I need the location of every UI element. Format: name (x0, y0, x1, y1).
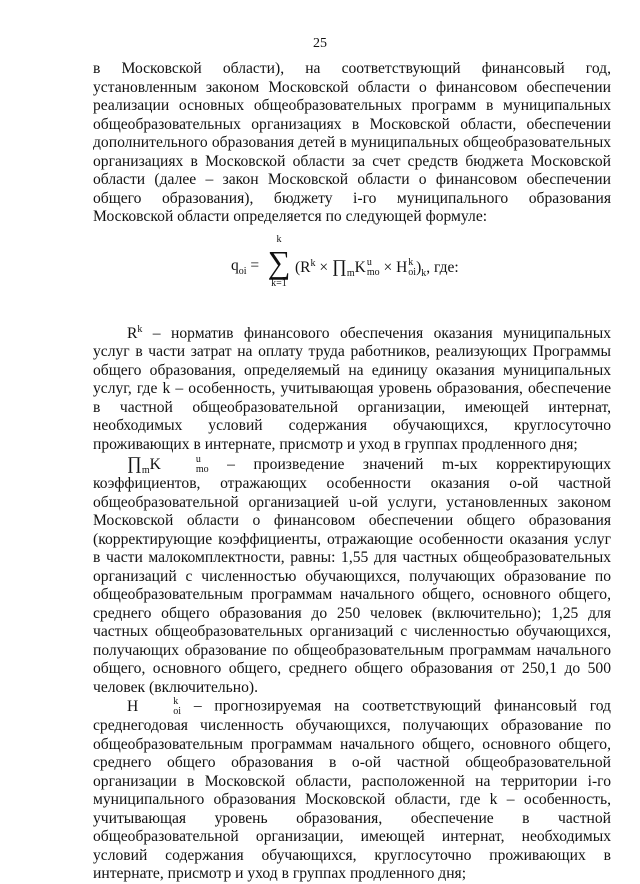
sigma-symbol: ∑ (267, 243, 291, 280)
sum-operator (267, 235, 291, 289)
definition-r: $R^k$ – норматив финансового обеспечения оказания муниципальных услуг в части затрат на оплату труда работников, реализующих Программы общего образования, определяемый на единицу оказания муниципальных услуг, где k – особенность, учитывающая уровень образования, обеспечение в частной общеобразовательной организации, имеющей интернат, необходимых условий содержания обучающихся, круглосуточно проживающих в интернате, присмотр и уход в группах продленного дня; (93, 323, 611, 453)
r-symbol: $R^k$ (127, 323, 143, 342)
definition-k: $\prod_mK$ u mo – произведение значений m-ых корректирующих коэффициентов, отражающих особенности оказания о-ой частной общеобразовательной организацией u-ой услуги, установленных законом Московской области о финансовом обеспечении общего образования (корректирующие коэффициенты, отражающие особенности оказания услуг в части малокомплектности, равны: 1,55 для частных общеобразовательных организаций с численностью обучающихся, получающих образование по общеобразовательным программам начального общего, основного общего, среднего общего образования до 250 человек (включительно); 1,25 для частных общеобразовательных организаций с численностью обучающихся, получающих образование по общеобразовательным программам начального общего, основного общего, среднего общего образования от 250,1 до 500 человек (включительно). (93, 453, 611, 696)
sum-upper-limit: k (276, 233, 282, 245)
formula-body: ($R^k$ × $\prod_mK$ u mo × H k oi )$_k$, где: (295, 255, 459, 279)
formula (93, 231, 611, 303)
h-symbol: H k oi (127, 696, 182, 718)
definition-h: H k oi – прогнозируемая на соответствующий финансовый год среднегодовая численность обучающихся, получающих образование по общеобразовательным программам начального общего, основного общего, среднего общего образования в о-ой частной общеобразовательной организации в Московской области, расположенной на территории i-го муниципального образования Московской области, где k – особенность, учитывающая уровень образования, обеспечение в частной общеобразовательной организации, имеющей интернат, необходимых условий содержания обучающихся, круглосуточно проживающих в интернате, присмотр и уход в группах продленного дня; (93, 696, 611, 883)
formula-lhs: $q_{oi}$ = (231, 256, 260, 277)
k-product-symbol: $\prod_mK$ u mo (127, 453, 209, 477)
intro-paragraph: в Московской области), на соответствующий финансовый год, установленным законом Московской области о финансовом обеспечении реализации основных общеобразовательных программ в муниципальных общеобразовательных организациях в Московской области, обеспечении дополнительного образования детей в муниципальных общеобразовательных организациях в Московской области за счет средств бюджета Московской области (далее – закон Московской области о финансовом обеспечении общего образования), бюджету i-го муниципального образования Московской области определяется по следующей формуле: (93, 60, 611, 225)
document-body (93, 60, 611, 884)
page-number: 25 (313, 36, 327, 51)
sum-lower-limit: k=1 (271, 277, 287, 289)
